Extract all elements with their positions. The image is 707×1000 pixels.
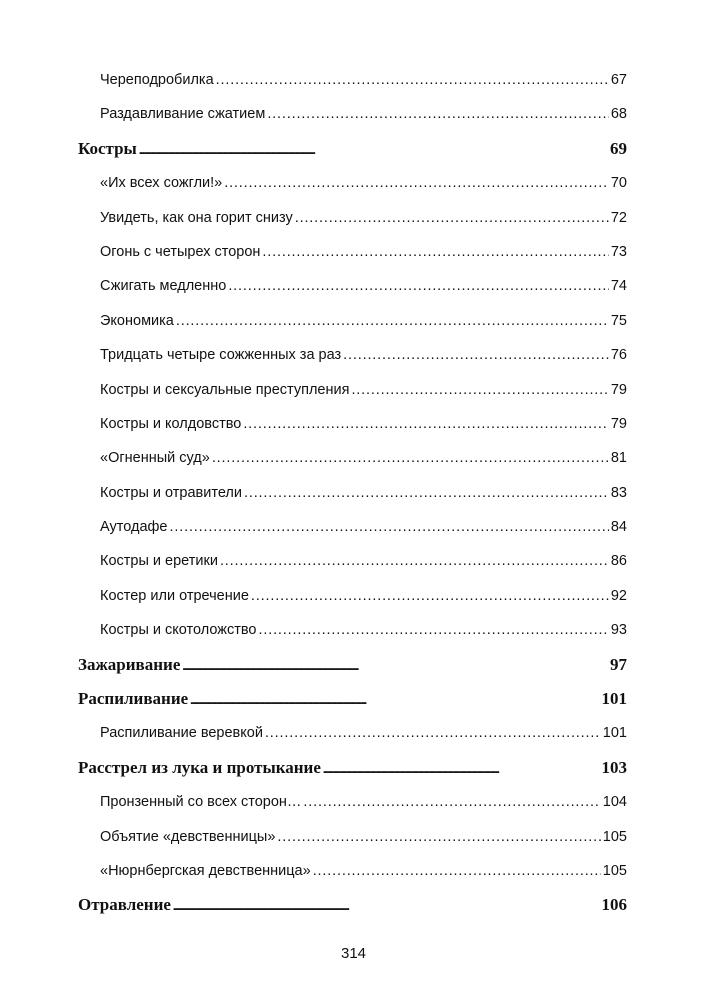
toc-entry-title: Сжигать медленно bbox=[100, 278, 227, 295]
dot-leader bbox=[170, 513, 609, 541]
dot-leader bbox=[216, 66, 609, 94]
toc-entry-page: 101 bbox=[602, 725, 627, 742]
toc-section-entry[interactable] bbox=[78, 719, 627, 753]
toc-entry-page: 79 bbox=[610, 415, 627, 432]
toc-section-entry[interactable] bbox=[78, 238, 627, 272]
toc-entry-page: 105 bbox=[602, 862, 627, 879]
toc-entry-page: 67 bbox=[610, 72, 627, 88]
toc-entry-page: 68 bbox=[610, 106, 627, 123]
toc-entry-title: Огонь с четырех сторон bbox=[100, 243, 261, 260]
toc-section-entry[interactable] bbox=[78, 444, 627, 478]
toc-entry-title: Объятие «девственницы» bbox=[100, 828, 276, 845]
toc-entry-page: 104 bbox=[602, 794, 627, 811]
toc-entry-title: «Их всех сожгли!» bbox=[100, 175, 223, 192]
toc-entry-page: 92 bbox=[610, 587, 627, 604]
toc-section-entry[interactable] bbox=[78, 479, 627, 513]
dot-leader bbox=[277, 823, 600, 851]
toc-entry-title: Раздавливание сжатием bbox=[100, 106, 266, 123]
toc-chapter-entry[interactable] bbox=[78, 891, 627, 925]
dot-leader bbox=[323, 754, 600, 783]
toc-entry-title: Распиливание веревкой bbox=[100, 725, 263, 742]
toc-entry-page: 103 bbox=[601, 757, 627, 777]
toc-section-entry[interactable] bbox=[78, 307, 627, 341]
toc-entry-page: 74 bbox=[610, 278, 627, 295]
toc-entry-page: 97 bbox=[610, 654, 627, 674]
toc-section-entry[interactable] bbox=[78, 376, 627, 410]
toc-entry-title: Костры и сексуальные преступления bbox=[100, 381, 350, 398]
dot-leader bbox=[267, 100, 609, 128]
dot-leader bbox=[262, 238, 608, 266]
dot-leader bbox=[259, 616, 609, 644]
toc-entry-page: 69 bbox=[610, 138, 627, 158]
dot-leader bbox=[176, 307, 609, 335]
toc-section-entry[interactable] bbox=[78, 788, 627, 822]
toc-section-entry[interactable] bbox=[78, 513, 627, 547]
toc-entry-page: 101 bbox=[601, 689, 627, 709]
toc-entry-page: 75 bbox=[610, 312, 627, 329]
toc-section-entry[interactable] bbox=[78, 410, 627, 444]
toc-entry-title: Костры и отравители bbox=[100, 484, 242, 501]
toc-section-entry[interactable] bbox=[78, 204, 627, 238]
toc-entry-title: Отравление bbox=[78, 895, 171, 915]
toc-entry-title: Тридцать четыре сожженных за раз bbox=[100, 347, 342, 364]
toc-chapter-entry[interactable] bbox=[78, 651, 627, 685]
toc-entry-page: 86 bbox=[610, 553, 627, 570]
dot-leader bbox=[212, 444, 609, 472]
toc-entry-title: Увидеть, как она горит снизу bbox=[100, 209, 293, 226]
toc-entry-page: 70 bbox=[610, 175, 627, 192]
toc-entry-title: Аутодафе bbox=[100, 519, 168, 536]
toc-chapter-entry[interactable] bbox=[78, 754, 627, 788]
toc-section-entry[interactable] bbox=[78, 341, 627, 375]
toc-section-entry[interactable] bbox=[78, 272, 627, 306]
dot-leader bbox=[224, 169, 609, 197]
toc-entry-page: 72 bbox=[610, 209, 627, 226]
toc-entry-title: Костры и еретики bbox=[100, 553, 218, 570]
dot-leader bbox=[343, 341, 609, 369]
toc-entry-page: 76 bbox=[610, 347, 627, 364]
toc-section-entry[interactable] bbox=[78, 100, 627, 134]
toc-entry-page: 105 bbox=[602, 828, 627, 845]
dot-leader bbox=[351, 376, 608, 404]
dot-leader bbox=[173, 891, 600, 920]
dot-leader bbox=[265, 719, 601, 747]
toc-section-entry[interactable] bbox=[78, 66, 627, 100]
dot-leader bbox=[295, 204, 609, 232]
dot-leader bbox=[244, 479, 609, 507]
toc-section-entry[interactable] bbox=[78, 582, 627, 616]
dot-leader bbox=[182, 651, 608, 680]
dot-leader bbox=[251, 582, 609, 610]
toc-chapter-entry[interactable] bbox=[78, 135, 627, 169]
toc-entry-page: 79 bbox=[610, 381, 627, 398]
toc-entry-title: Костры и скотоложство bbox=[100, 622, 257, 639]
toc-chapter-entry[interactable] bbox=[78, 685, 627, 719]
toc-entry-title: Череподробилка bbox=[100, 72, 214, 88]
toc-entry-title: «Огненный суд» bbox=[100, 450, 210, 467]
dot-leader bbox=[139, 135, 608, 164]
page-number: 314 bbox=[340, 945, 367, 962]
toc-entry-title: Экономика bbox=[100, 312, 174, 329]
dot-leader bbox=[243, 410, 609, 438]
toc-entry-page: 73 bbox=[610, 243, 627, 260]
toc-entry-page: 81 bbox=[610, 450, 627, 467]
toc-section-entry[interactable] bbox=[78, 169, 627, 203]
toc-entry-title: Костер или отречение bbox=[100, 587, 249, 604]
toc-entry-title: Пронзенный со всех сторон… bbox=[100, 794, 302, 811]
dot-leader bbox=[303, 788, 600, 816]
table-of-contents bbox=[78, 66, 627, 926]
toc-entry-title: «Нюрнбергская девственница» bbox=[100, 862, 311, 879]
toc-entry-title: Костры bbox=[78, 138, 137, 158]
dot-leader bbox=[313, 857, 601, 885]
toc-section-entry[interactable] bbox=[78, 547, 627, 581]
toc-section-entry[interactable] bbox=[78, 857, 627, 891]
toc-entry-page: 93 bbox=[610, 622, 627, 639]
toc-entry-title: Костры и колдовство bbox=[100, 415, 242, 432]
toc-entry-title: Зажаривание bbox=[78, 654, 181, 674]
toc-section-entry[interactable] bbox=[78, 823, 627, 857]
dot-leader bbox=[190, 685, 599, 714]
toc-entry-title: Расстрел из лука и протыкание bbox=[78, 757, 321, 777]
toc-entry-page: 84 bbox=[610, 519, 627, 536]
dot-leader bbox=[220, 547, 609, 575]
toc-entry-page: 106 bbox=[601, 895, 627, 915]
toc-entry-title: Распиливание bbox=[78, 689, 189, 709]
dot-leader bbox=[228, 272, 609, 300]
toc-entry-page: 83 bbox=[610, 484, 627, 501]
toc-section-entry[interactable] bbox=[78, 616, 627, 650]
